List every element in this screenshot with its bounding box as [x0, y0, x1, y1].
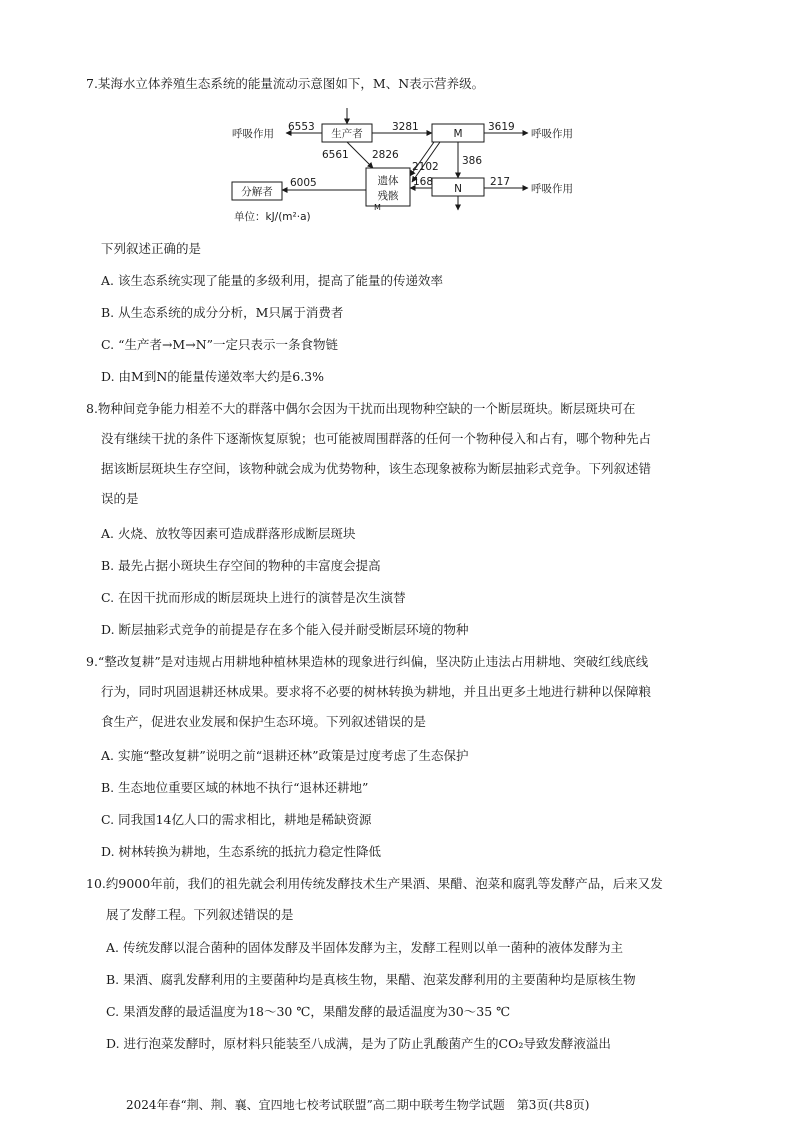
value-n-resp: 217	[490, 176, 511, 188]
value-m-to-remains-b: 2102	[412, 161, 439, 173]
value-m-to-remains-a: 2826	[372, 149, 399, 161]
q7-stem: 7.某海水立体养殖生态系统的能量流动示意图如下，M、N表示营养级。	[86, 76, 485, 91]
decomposer-label: 分解者	[241, 186, 273, 198]
q10-option-b: B. 果酒、腐乳发酵利用的主要菌种均是真核生物，果醋、泡菜发酵利用的主要菌种均是原核生物	[106, 972, 636, 987]
q7-option-c: C. “生产者→M→N”一定只表示一条食物链	[101, 337, 339, 352]
q10-option-d: D. 进行泡菜发酵时，原材料只能装至八成满，是为了防止乳酸菌产生的CO₂导致发酵液溢出	[106, 1036, 611, 1051]
q9-line-2: 行为，同时巩固退耕还林成果。要求将不必要的树林转换为耕地，并且出更多土地进行耕种以保障粮	[101, 684, 652, 699]
q10-option-c: C. 果酒发酵的最适温度为18～30 ℃，果醋发酵的最适温度为30～35 ℃	[106, 1004, 511, 1019]
q7-option-a: A. 该生态系统实现了能量的多级利用，提高了能量的传递效率	[101, 273, 443, 288]
producer-label: 生产者	[331, 128, 363, 140]
q9-line-3: 食生产，促进农业发展和保护生态环境。下列叙述错误的是	[101, 714, 427, 729]
q9-option-c: C. 同我国14亿人口的需求相比，耕地是稀缺资源	[101, 812, 372, 827]
q8-option-b: B. 最先占据小斑块生存空间的物种的丰富度会提高	[101, 558, 381, 573]
q9-option-b: B. 生态地位重要区域的林地不执行“退林还耕地”	[101, 780, 369, 795]
resp-left-label: 呼吸作用	[232, 128, 274, 140]
resp-m-label: 呼吸作用	[531, 128, 573, 140]
q10-line-1: 10.约9000年前，我们的祖先就会利用传统发酵技术生产果酒、果醋、泡菜和腐乳等发酵产品，后来又发	[86, 876, 663, 891]
energy-flow-diagram	[226, 106, 588, 232]
q9-line-1: 9.“整改复耕”是对违规占用耕地种植林果造林的现象进行纠偏，坚决防止违法占用耕地、突破红线底线	[86, 654, 649, 669]
q8-line-2: 没有继续干扰的条件下逐渐恢复原貌；也可能被周围群落的任何一个物种侵入和占有，哪个物种先占	[101, 431, 652, 446]
value-m-to-n: 386	[462, 155, 483, 167]
unit-label: 单位：kJ/(m²·a)	[234, 211, 311, 223]
value-producer-resp: 6553	[288, 121, 315, 133]
q8-line-3: 据该断层斑块生存空间，该物种就会成为优势物种，该生态现象被称为断层抽彩式竞争。下列叙述错	[101, 461, 652, 476]
value-m-resp: 3619	[488, 121, 515, 133]
n-label: N	[454, 183, 462, 195]
m-label: M	[453, 128, 463, 140]
q10-option-a: A. 传统发酵以混合菌种的固体发酵及半固体发酵为主，发酵工程则以单一菌种的液体发酵为主	[106, 940, 623, 955]
remains-label-1: 遗体	[377, 175, 399, 187]
page-footer: 2024年春“荆、荆、襄、宜四地七校考试联盟”高二期中联考生物学试题 第3页(共8页)	[126, 1098, 590, 1112]
q8-option-c: C. 在因干扰而形成的断层斑块上进行的演替是次生演替	[101, 590, 406, 605]
q8-option-d: D. 断层抽彩式竞争的前提是存在多个能入侵并耐受断层环境的物种	[101, 622, 469, 637]
resp-n-label: 呼吸作用	[531, 183, 573, 195]
q8-option-a: A. 火烧、放牧等因素可造成群落形成断层斑块	[101, 526, 356, 541]
value-remains-to-decomposer: 6005	[290, 177, 317, 189]
remains-label-2: 残骸	[377, 190, 399, 202]
q8-line-1: 8.物种间竞争能力相差不大的群落中偶尔会因为干扰而出现物种空缺的一个断层斑块。断层斑块可在	[86, 401, 636, 416]
q9-option-d: D. 树林转换为耕地，生态系统的抵抗力稳定性降低	[101, 844, 382, 859]
q8-line-4: 误的是	[101, 491, 139, 506]
q10-line-2: 展了发酵工程。下列叙述错误的是	[106, 907, 294, 922]
q7-prompt: 下列叙述正确的是	[101, 241, 202, 256]
value-producer-to-m: 3281	[392, 121, 419, 133]
value-n-to-remains: 168	[413, 176, 434, 188]
m-small-label: M	[374, 203, 381, 212]
q7-option-b: B. 从生态系统的成分分析，M只属于消费者	[101, 305, 344, 320]
value-producer-to-remains: 6561	[322, 149, 349, 161]
q9-option-a: A. 实施“整改复耕”说明之前“退耕还林”政策是过度考虑了生态保护	[101, 748, 469, 763]
q7-option-d: D. 由M到N的能量传递效率大约是6.3%	[101, 369, 325, 384]
